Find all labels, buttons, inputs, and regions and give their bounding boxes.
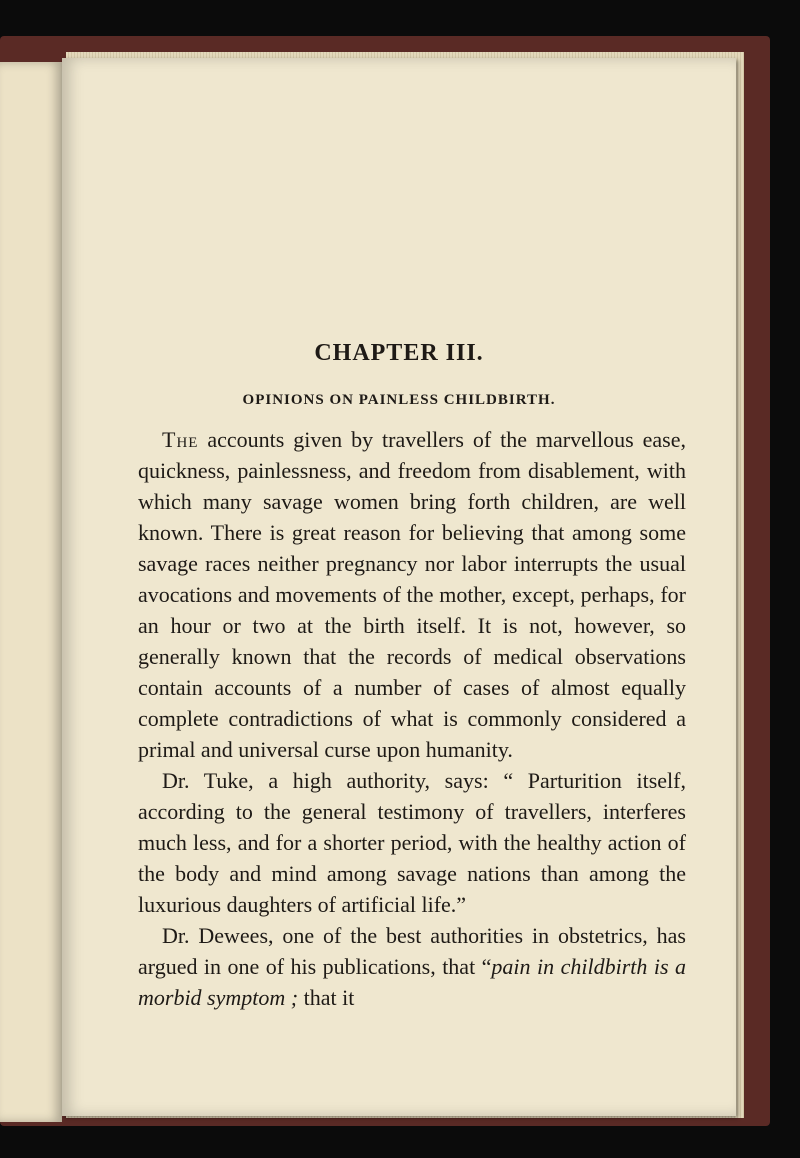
paragraph-3 [138, 920, 686, 1013]
lead-word: The [162, 427, 199, 452]
chapter-subtitle: OPINIONS ON PAINLESS CHILDBIRTH. [242, 392, 556, 408]
paragraph-3-tail: that it [298, 985, 355, 1010]
chapter-title: CHAPTER III. [314, 340, 484, 366]
book-page [62, 58, 736, 1116]
paragraph-1 [138, 424, 686, 765]
chapter-body [138, 424, 686, 1013]
paragraph-2: Dr. Tuke, a high authority, says: “ Parturition itself, according to the general testimony of travellers, interferes much less, and for a shorter period, with the healthy action of the body and mind among savage nations than among the luxurious daughters of artificial life.” [138, 768, 686, 917]
paragraph-3-text: Dr. Dewees, one of the best authorities in obstetrics, has argued in one of his publications, that “ [138, 923, 686, 979]
paragraph-1-text: accounts given by travellers of the marvellous ease, quickness, painlessness, and freedom from disablement, with which many savage women bring forth children, are well known. There is great reason for believing that among some savage races neither pregnancy nor labor interrupts the usual avocations and movements of the mother, except, perhaps, for an hour or two at the birth itself. It is not, however, so generally known that the records of medical observations contain accounts of a number of cases of almost equally complete contradictions of what is commonly considered a primal and universal curse upon humanity. [138, 427, 686, 762]
left-page-edge [0, 62, 62, 1122]
paragraph-3-italic: pain in childbirth is a morbid symptom ; [138, 954, 686, 1010]
